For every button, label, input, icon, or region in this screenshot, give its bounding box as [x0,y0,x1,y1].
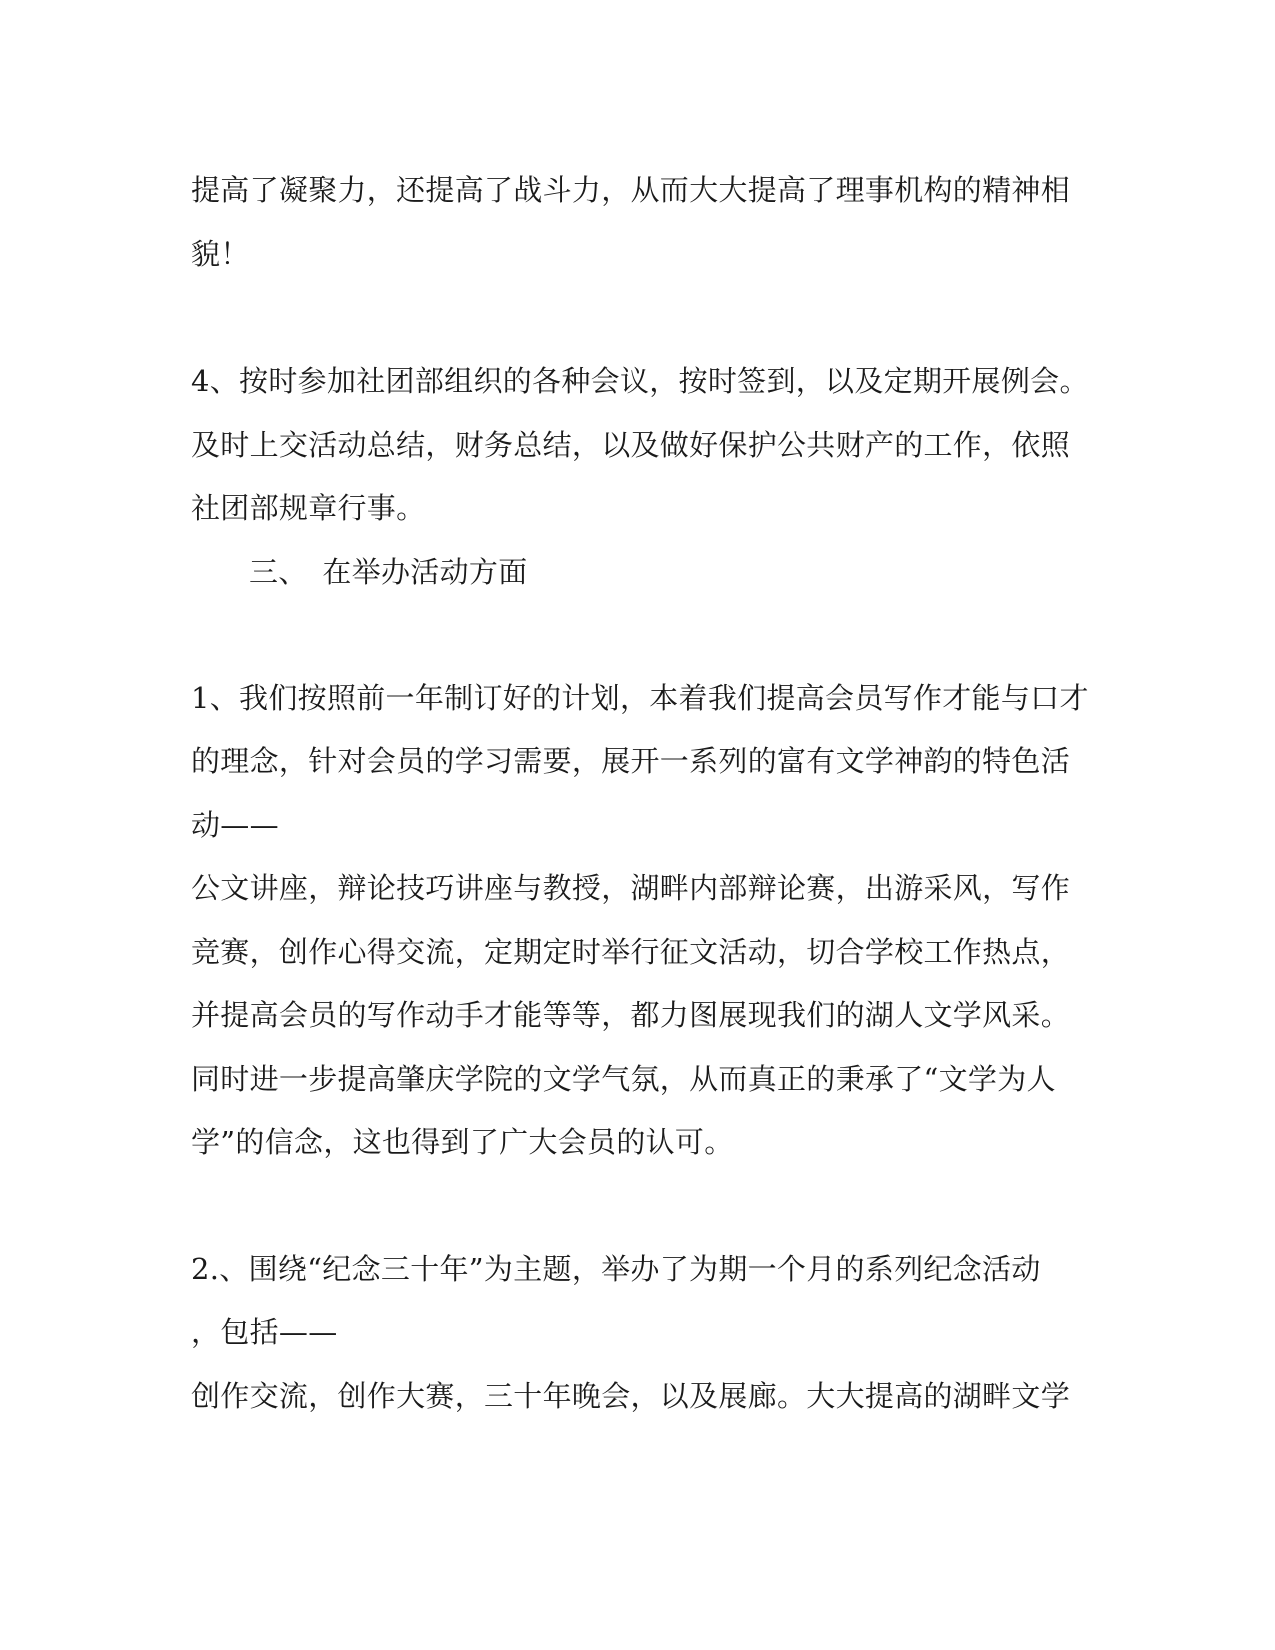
paragraph-line: 1、我们按照前一年制订好的计划，本着我们提高会员写作才能与口才 [191,681,1089,715]
paragraph-line: 的理念，针对会员的学习需要，展开一系列的富有文学神韵的特色活 [191,744,1071,778]
paragraph-line: 并提高会员的写作动手才能等等，都力图展现我们的湖人文学风采。 [191,998,1071,1032]
paragraph-line: ，包括—— [191,1315,338,1349]
paragraph-line: 貌！ [191,237,250,271]
paragraph-line: 创作交流，创作大赛，三十年晚会，以及展廊。大大提高的湖畔文学 [191,1379,1071,1413]
paragraph-line: 社团部规章行事。 [191,491,426,525]
paragraph-line: 公文讲座，辩论技巧讲座与教授，湖畔内部辩论赛，出游采风，写作 [191,871,1071,905]
paragraph-line: 同时进一步提高肇庆学院的文学气氛，从而真正的秉承了“文学为人 [191,1062,1056,1096]
paragraph-line: 竞赛，创作心得交流，定期定时举行征文活动，切合学校工作热点， [191,935,1071,969]
paragraph-line: 4、按时参加社团部组织的各种会议，按时签到，以及定期开展例会。 [191,364,1089,398]
paragraph-line: 动—— [191,808,279,842]
paragraph-line: 2.、围绕“纪念三十年”为主题，举办了为期一个月的系列纪念活动 [191,1252,1041,1286]
paragraph-line: 学”的信念，这也得到了广大会员的认可。 [191,1125,734,1159]
paragraph-line: 及时上交活动总结，财务总结，以及做好保护公共财产的工作，依照 [191,428,1071,462]
section-heading: 三、 在举办活动方面 [249,555,528,589]
paragraph-line: 提高了凝聚力，还提高了战斗力，从而大大提高了理事机构的精神相 [191,173,1071,207]
